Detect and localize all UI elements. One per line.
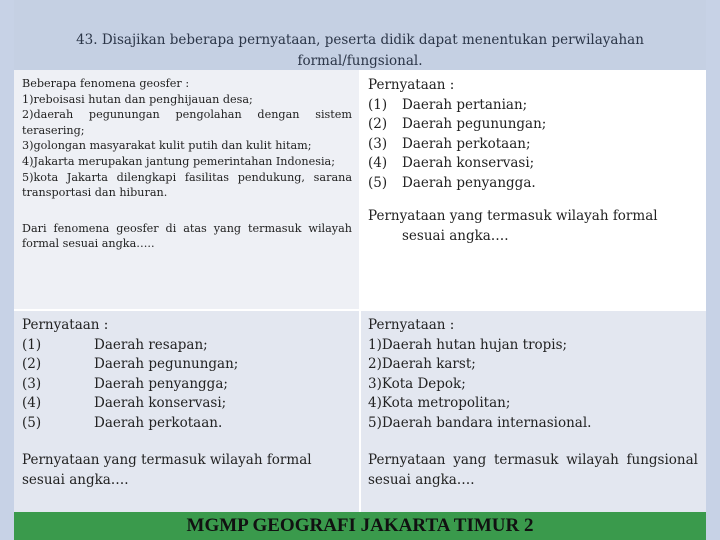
statement-number: (1)	[368, 96, 388, 113]
phenomenon-item: 4)Jakarta merupakan jantung pemerintahan Indonesia;	[22, 154, 335, 168]
statement-item: 5)Daerah bandara internasional.	[368, 414, 592, 431]
statement-number: (2)	[368, 116, 388, 132]
question-text: Pernyataan yang termasuk wilayah formal sesuai angka….	[22, 452, 312, 488]
statement-text: Daerah penyangga;	[94, 375, 228, 392]
header-line-2: formal/fungsional.	[297, 53, 423, 69]
statement-item	[22, 336, 352, 356]
question-text: Pernyataan yang termasuk wilayah fungsional sesuai angka….	[368, 452, 698, 488]
cell-top-right	[360, 70, 706, 310]
statement-item	[22, 394, 352, 414]
statement-number: (4)	[22, 395, 42, 411]
grid-divider-horizontal	[14, 309, 706, 311]
statement-item	[368, 174, 698, 194]
statement-number: (5)	[22, 414, 42, 431]
statement-text: Daerah pegunungan;	[402, 116, 547, 132]
statement-item	[368, 115, 698, 135]
question-header	[14, 0, 706, 70]
statement-number: (3)	[22, 375, 42, 392]
statement-text: Daerah perkotaan;	[402, 135, 531, 152]
statement-number: (3)	[368, 135, 388, 152]
footer-banner: MGMP GEOGRAFI JAKARTA TIMUR 2	[14, 512, 706, 540]
statement-number: (4)	[368, 155, 388, 171]
phenomenon-item: 3)golongan masyarakat kulit putih dan kulit hitam;	[22, 139, 312, 153]
statement-item	[368, 154, 698, 174]
cell-bottom-left	[14, 310, 360, 512]
question-text: Dari fenomena geosfer di atas yang termasuk wilayah formal sesuai angka…..	[22, 221, 352, 251]
statement-text: Daerah perkotaan.	[94, 414, 223, 431]
statement-item: 2)Daerah karst;	[368, 356, 476, 372]
statement-text: Daerah resapan;	[94, 336, 208, 353]
statement-item	[22, 355, 352, 375]
statement-item	[22, 414, 352, 434]
statement-text: Daerah konservasi;	[94, 395, 227, 411]
grid-divider-vertical	[359, 70, 361, 512]
statement-title: Pernyataan :	[22, 317, 109, 333]
statement-number: (5)	[368, 174, 388, 191]
cell-bottom-right	[360, 310, 706, 512]
cell-top-left	[14, 70, 360, 310]
statement-item	[368, 96, 698, 116]
statement-item: 4)Kota metropolitan;	[368, 395, 511, 411]
statement-text: Daerah pegunungan;	[94, 356, 239, 372]
statement-title: Pernyataan :	[368, 77, 455, 93]
question-grid	[14, 70, 706, 512]
statement-item	[22, 375, 352, 395]
phenomena-title: Beberapa fenomena geosfer :	[22, 77, 190, 90]
statement-text: Daerah konservasi;	[402, 155, 535, 171]
statement-text: Daerah pertanian;	[402, 96, 528, 113]
statement-number: (1)	[22, 336, 42, 353]
phenomenon-item: 2)daerah pegunungan pengolahan dengan sistem terasering;	[22, 108, 352, 137]
phenomenon-item: 1)reboisasi hutan dan penghijauan desa;	[22, 92, 253, 106]
statement-text: Daerah penyangga.	[402, 174, 536, 191]
question-text: Pernyataan yang termasuk wilayah formal sesuai angka….	[368, 208, 658, 244]
statement-item: 3)Kota Depok;	[368, 375, 466, 392]
header-line-1: 43. Disajikan beberapa pernyataan, peserta didik dapat menentukan perwilayahan	[76, 32, 644, 48]
statement-item: 1)Daerah hutan hujan tropis;	[368, 336, 568, 353]
statement-number: (2)	[22, 356, 42, 372]
statement-item	[368, 135, 698, 155]
statement-title: Pernyataan :	[368, 317, 455, 333]
phenomenon-item: 5)kota Jakarta dilengkapi fasilitas pendukung, sarana transportasi dan hiburan.	[22, 170, 352, 200]
